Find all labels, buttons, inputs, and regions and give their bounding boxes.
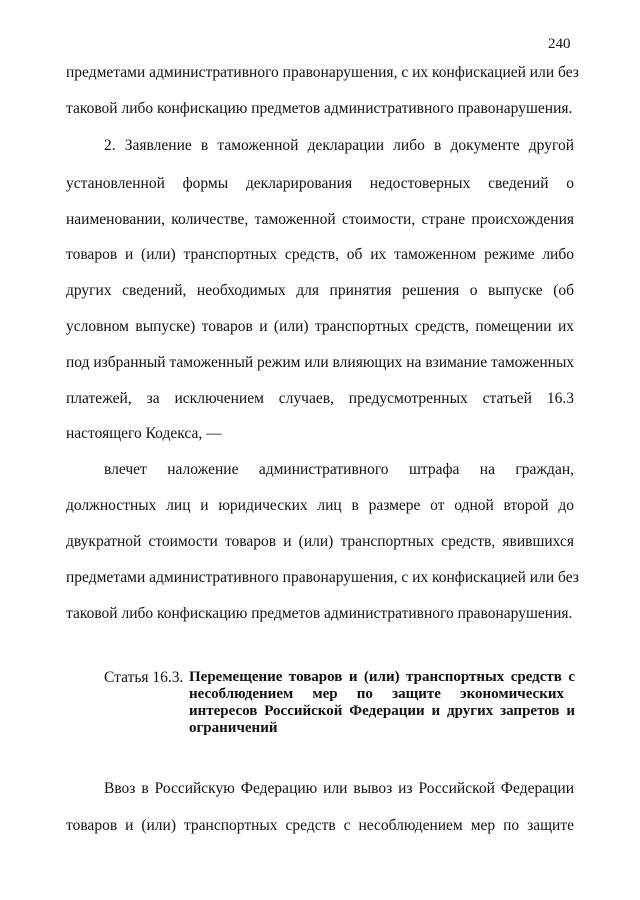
text-line: условном выпуске) товаров и (или) транспортных средств, помещении их [66, 318, 574, 335]
paragraph-start: Ввоз в Российскую Федерацию или вывоз из Российской Федерации [104, 780, 574, 797]
text-line: товаров и (или) транспортных средств с несоблюдением мер по защите [66, 817, 574, 834]
article-title-line: несоблюдением мер по защите экономических [189, 686, 564, 702]
text-line: настоящего Кодекса, — [66, 425, 222, 442]
text-line: двукратной стоимости товаров и (или) транспортных средств, явившихся [66, 533, 574, 550]
text-line: товаров и (или) транспортных средств, об их таможенном режиме либо [66, 246, 574, 263]
article-title-line: ограничений [189, 720, 278, 736]
text-line: должностных лиц и юридических лиц в размере от одной второй до [66, 497, 574, 514]
page-number: 240 [548, 36, 571, 52]
article-title-line: Перемещение товаров и (или) транспортных средств с [189, 669, 575, 685]
text-line: платежей, за исключением случаев, предусмотренных статьей 16.3 [66, 390, 574, 407]
text-line: других сведений, необходимых для принятия решения о выпуске (об [66, 282, 574, 299]
text-line: установленной формы декларирования недостоверных сведений о [66, 175, 574, 192]
article-title [189, 669, 575, 737]
text-line: предметами административного правонарушения, с их конфискацией или без [66, 569, 579, 586]
text-line: предметами административного правонарушения, с их конфискацией или без [66, 64, 579, 81]
article-label: Статья 16.3. [104, 669, 184, 686]
text-line: таковой либо конфискацию предметов административного правонарушения. [66, 605, 573, 622]
text-line: таковой либо конфискацию предметов административного правонарушения. [66, 100, 573, 117]
article-title-line: интересов Российской Федерации и других запретов и [189, 703, 575, 719]
text-line: наименовании, количестве, таможенной стоимости, стране происхождения [66, 211, 574, 228]
paragraph-start: 2. Заявление в таможенной декларации либо в документе другой [104, 137, 574, 154]
text-line: под избранный таможенный режим или влияющих на взимание таможенных [66, 354, 575, 371]
paragraph-start: влечет наложение административного штрафа на граждан, [104, 461, 574, 478]
